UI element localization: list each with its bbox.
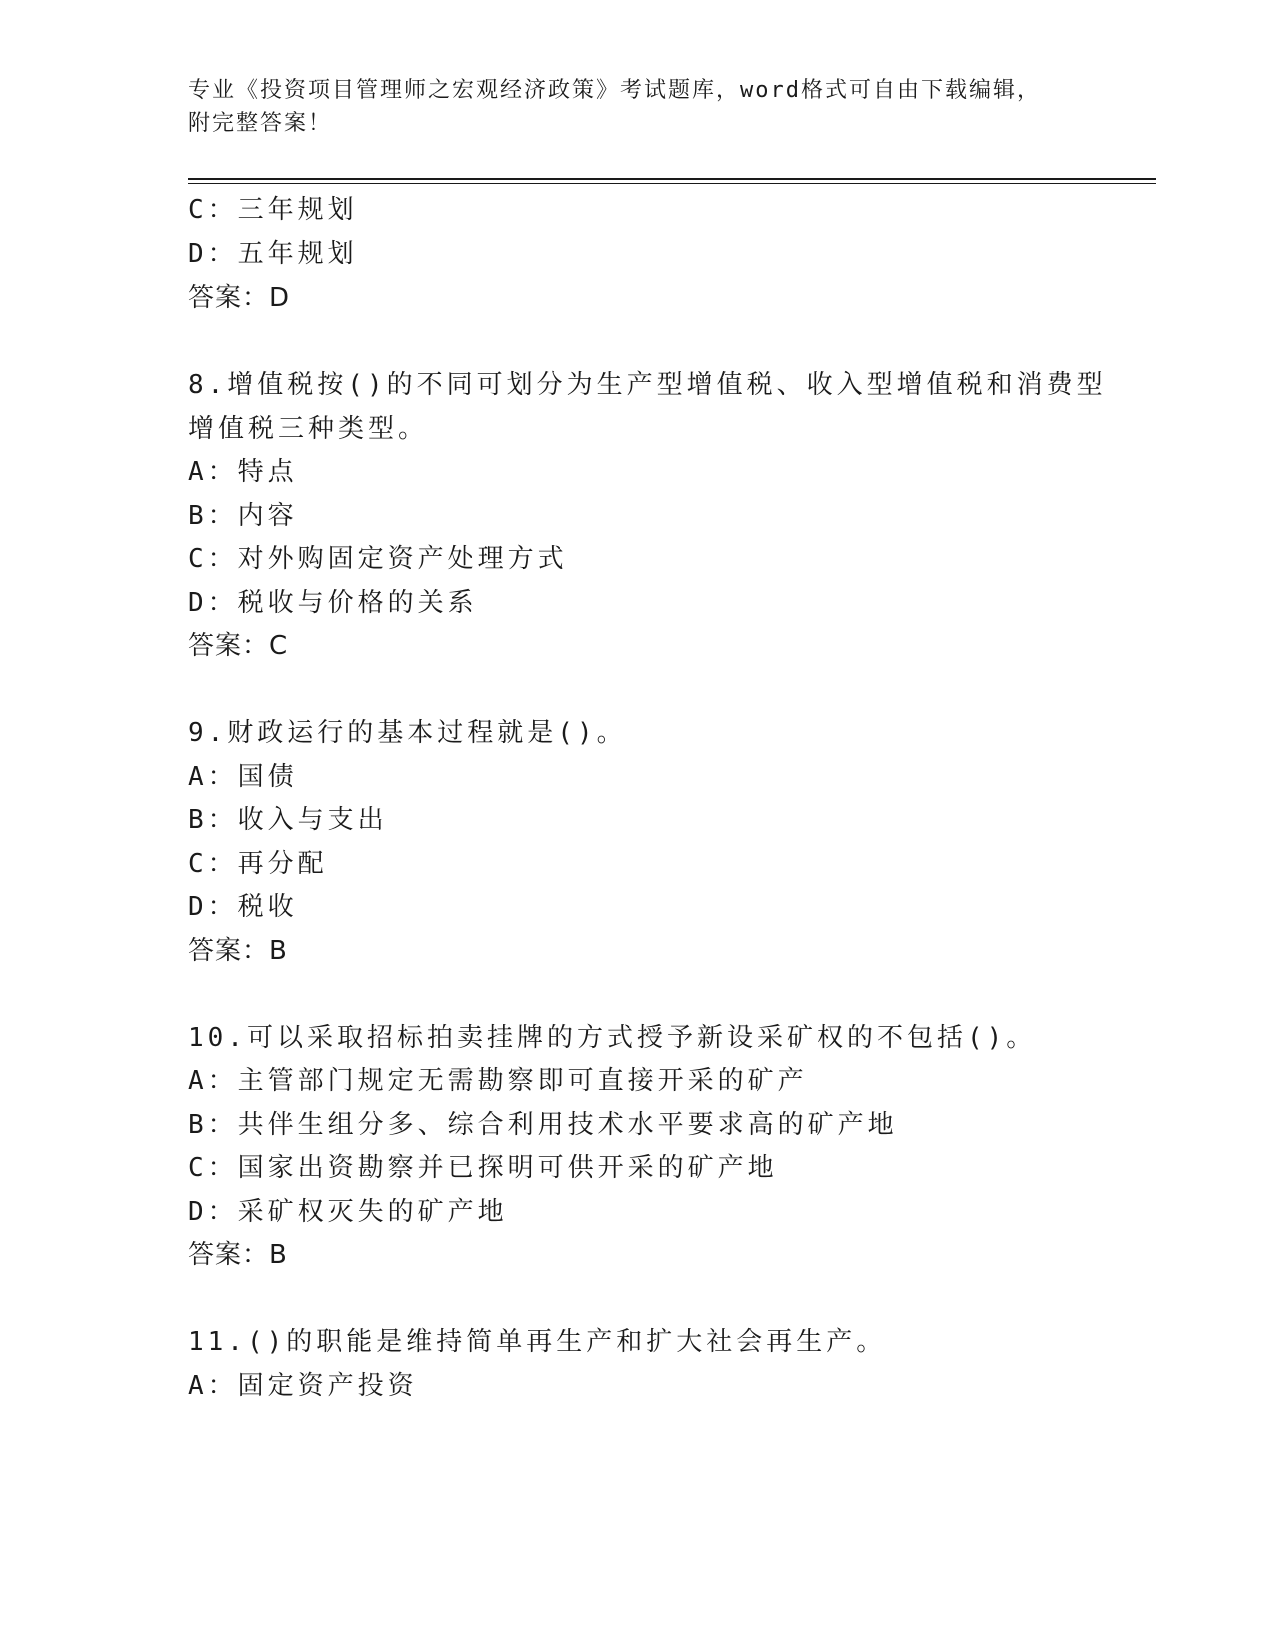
q10-option-d: D：采矿权灭失的矿产地 <box>188 1197 508 1227</box>
header-divider-thin <box>188 183 1156 184</box>
q11-option-a: A：固定资产投资 <box>188 1371 418 1401</box>
q7-option-c: C：三年规划 <box>188 195 358 225</box>
q8-option-b: B：内容 <box>188 501 298 531</box>
q10-stem: 10.可以采取招标拍卖挂牌的方式授予新设采矿权的不包括()。 <box>188 1023 1037 1053</box>
q9-option-c: C：再分配 <box>188 849 328 879</box>
q9-option-a: A：国债 <box>188 762 298 792</box>
q8-answer: 答案：C <box>188 631 289 661</box>
q9-answer: 答案：B <box>188 936 288 966</box>
document-header: 专业《投资项目管理师之宏观经济政策》考试题库，word格式可自由下载编辑， 附完整答案！ <box>188 78 1041 136</box>
q7-answer: 答案：D <box>188 283 291 313</box>
q9-stem: 9.财政运行的基本过程就是()。 <box>188 718 627 748</box>
q7-option-d: D：五年规划 <box>188 239 358 269</box>
q8-option-c: C：对外购固定资产处理方式 <box>188 544 568 574</box>
q10-option-c: C：国家出资勘察并已探明可供开采的矿产地 <box>188 1153 778 1183</box>
q9-option-b: B：收入与支出 <box>188 805 388 835</box>
q11-stem: 11.()的职能是维持简单再生产和扩大社会再生产。 <box>188 1327 887 1357</box>
q8-stem-line-1: 8.增值税按()的不同可划分为生产型增值税、收入型增值税和消费型 <box>188 370 1107 400</box>
q10-option-b: B：共伴生组分多、综合利用技术水平要求高的矿产地 <box>188 1110 898 1140</box>
q9-option-d: D：税收 <box>188 892 298 922</box>
q8-stem-line-2: 增值税三种类型。 <box>188 414 429 444</box>
q10-answer: 答案：B <box>188 1240 288 1270</box>
q8-option-d: D：税收与价格的关系 <box>188 588 478 618</box>
q8-option-a: A：特点 <box>188 457 298 487</box>
q10-option-a: A：主管部门规定无需勘察即可直接开采的矿产 <box>188 1066 808 1096</box>
header-divider-thick <box>188 178 1156 180</box>
